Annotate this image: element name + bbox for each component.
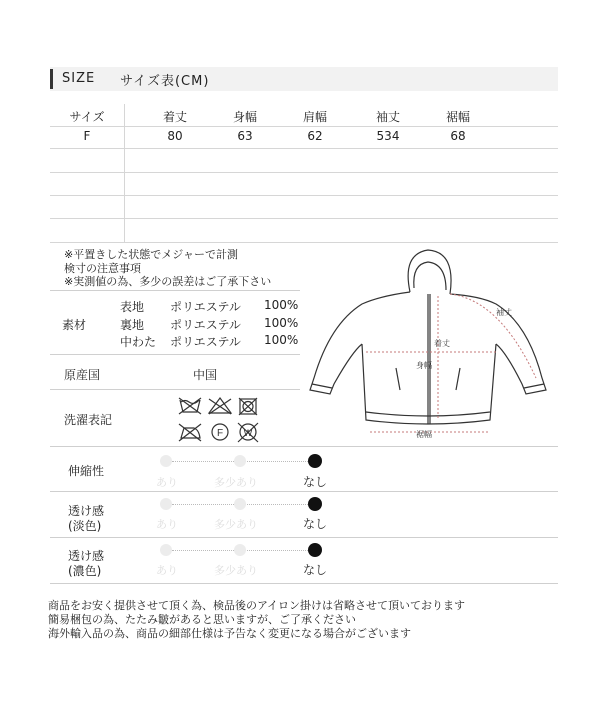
divider xyxy=(50,537,558,538)
cell-shoulder: 62 xyxy=(307,129,323,143)
scale-option-label-selected: なし xyxy=(303,563,328,577)
no-tumble-dry-icon xyxy=(239,398,257,415)
length-label: 着丈 xyxy=(434,339,450,348)
material-part: 裏地 xyxy=(120,318,145,332)
scale-option-dot xyxy=(160,498,172,510)
footer-note: 商品をお安く提供させて頂く為、検品後のアイロン掛けは省略させて頂いております xyxy=(48,599,466,612)
note-line: ※平置きした状態でメジャーで計測 xyxy=(64,248,238,261)
laundry-icons xyxy=(178,396,264,448)
cell-sleeve: 534 xyxy=(376,129,400,143)
table-row xyxy=(50,126,558,149)
scale-label: 透け感 xyxy=(68,504,105,518)
divider xyxy=(50,389,300,390)
origin-label: 原産国 xyxy=(64,368,101,382)
note-line: 検寸の注意事項 xyxy=(64,262,141,275)
hem-label: 裾幅 xyxy=(416,430,432,439)
scale-option-label: 多少あり xyxy=(214,476,258,489)
material-fabric: ポリエステル xyxy=(170,318,241,332)
scale-option-dot xyxy=(160,455,172,467)
scale-option-label-selected: なし xyxy=(303,475,328,489)
cell-length: 80 xyxy=(167,129,183,143)
no-iron-icon xyxy=(179,424,201,441)
wet-clean-w-letter: W xyxy=(243,428,253,438)
scale-label: 伸縮性 xyxy=(68,464,105,478)
table-row-empty xyxy=(50,172,558,196)
table-row-empty xyxy=(50,218,558,243)
scale-option-dot xyxy=(234,498,246,510)
garment-diagram xyxy=(300,244,556,448)
scale-sublabel: (淡色) xyxy=(68,519,102,533)
col-header-width: 身幅 xyxy=(232,110,257,124)
material-percent: 100% xyxy=(264,298,299,312)
divider xyxy=(50,491,558,492)
no-bleach-icon xyxy=(209,398,231,414)
dry-clean-f-letter: F xyxy=(216,428,224,439)
section-title: サイズ表(CM) xyxy=(120,74,210,89)
table-row-empty xyxy=(50,195,558,219)
scale-option-dot xyxy=(160,544,172,556)
width-label: 身幅 xyxy=(416,361,432,370)
material-percent: 100% xyxy=(264,316,299,330)
material-fabric: ポリエステル xyxy=(170,335,241,349)
footer-note: 簡易梱包の為、たたみ皺があると思いますが、ご了承ください xyxy=(48,613,356,626)
divider xyxy=(50,290,300,291)
scale-option-label: 多少あり xyxy=(214,518,258,531)
laundry-label: 洗濯表記 xyxy=(64,413,113,427)
col-header-hem: 裾幅 xyxy=(445,110,470,124)
divider xyxy=(50,354,300,355)
scale-option-label: あり xyxy=(156,564,178,577)
scale-sublabel: (濃色) xyxy=(68,564,102,578)
material-fabric: ポリエステル xyxy=(170,300,241,314)
scale-selected-dot xyxy=(308,454,322,468)
col-header-shoulder: 肩幅 xyxy=(302,110,327,124)
sleeve-label: 袖丈 xyxy=(496,308,512,317)
material-part: 表地 xyxy=(120,300,145,314)
scale-selected-dot xyxy=(308,497,322,511)
scale-option-label: あり xyxy=(156,518,178,531)
scale-label: 透け感 xyxy=(68,549,105,563)
no-washing-icon xyxy=(179,398,201,414)
divider xyxy=(50,583,558,584)
note-line: ※実測値の為、多少の誤差はご了承下さい xyxy=(64,275,272,288)
divider xyxy=(50,446,558,447)
scale-selected-dot xyxy=(308,543,322,557)
scale-option-label: 多少あり xyxy=(214,564,258,577)
jacket-outline xyxy=(310,250,546,424)
table-header-row xyxy=(50,104,558,127)
col-header-length: 着丈 xyxy=(162,110,187,124)
material-part: 中わた xyxy=(120,335,157,349)
cell-hem: 68 xyxy=(450,129,466,143)
section-header xyxy=(50,67,558,91)
col-header-size: サイズ xyxy=(69,110,105,124)
scale-option-dot xyxy=(234,544,246,556)
scale-option-dot xyxy=(234,455,246,467)
footer-note: 海外輸入品の為、商品の細部仕様は予告なく変更になる場合がございます xyxy=(48,627,411,640)
material-percent: 100% xyxy=(264,333,299,347)
header-accent-bar xyxy=(50,69,53,89)
cell-size: F xyxy=(83,129,91,143)
material-label: 素材 xyxy=(62,318,87,332)
scale-option-label: あり xyxy=(156,476,178,489)
cell-width: 63 xyxy=(237,129,253,143)
col-header-sleeve: 袖丈 xyxy=(375,110,400,124)
scale-option-label-selected: なし xyxy=(303,517,328,531)
section-label: SIZE xyxy=(62,71,96,86)
table-row-empty xyxy=(50,148,558,173)
origin-value: 中国 xyxy=(193,368,218,382)
